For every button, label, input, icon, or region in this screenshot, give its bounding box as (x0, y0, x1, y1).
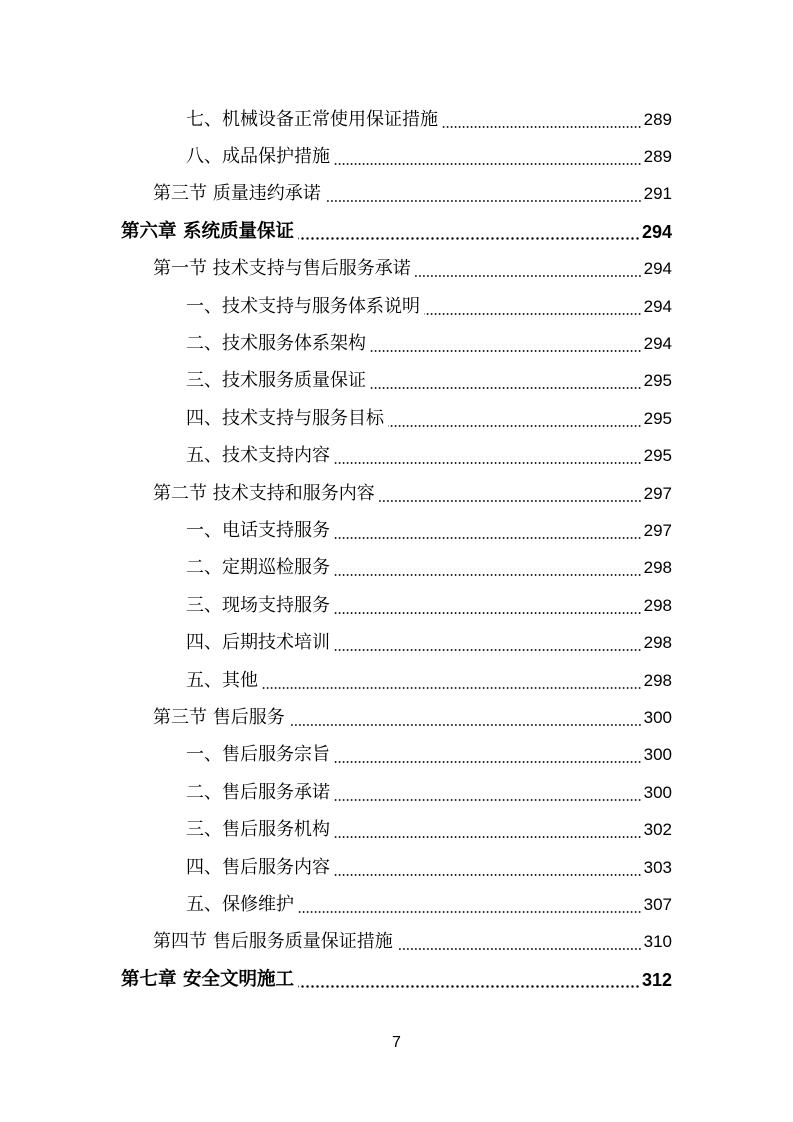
dot-leader (262, 687, 642, 689)
toc-entry-label: 八、成品保护措施 (186, 146, 330, 168)
dot-leader (379, 500, 642, 502)
dot-leader (424, 313, 642, 315)
toc-entry-label: 第四节 售后服务质量保证措施 (153, 931, 393, 953)
toc-entry-label: 三、现场支持服务 (186, 594, 330, 616)
dot-leader (334, 649, 642, 651)
toc-entry-item[interactable] (0, 363, 793, 400)
toc-entry-page: 295 (643, 371, 672, 391)
dot-leader (370, 350, 642, 352)
toc-entry-label: 五、保修维护 (186, 893, 294, 915)
toc-entry-label: 二、技术服务体系架构 (186, 333, 366, 355)
toc-entry-page: 297 (643, 520, 672, 540)
dot-leader (298, 985, 640, 988)
toc-entry-page: 307 (643, 894, 672, 914)
dot-leader (334, 537, 642, 539)
toc-entry-page: 310 (643, 932, 672, 952)
toc-entry-label: 四、技术支持与服务目标 (186, 407, 384, 429)
page-number: 7 (392, 1034, 401, 1051)
dot-leader (298, 237, 640, 240)
toc-entry-item[interactable] (0, 138, 793, 175)
toc-entry-page: 298 (643, 633, 672, 653)
dot-leader (388, 425, 642, 427)
toc-entry-section[interactable] (0, 924, 793, 961)
toc-entry-page: 295 (643, 408, 672, 428)
table-of-contents (0, 101, 793, 998)
dot-leader (397, 948, 642, 950)
toc-entry-page: 302 (643, 820, 672, 840)
toc-entry-label: 第一节 技术支持与售后服务承诺 (153, 258, 411, 280)
dot-leader (334, 612, 642, 614)
toc-entry-item[interactable] (0, 624, 793, 661)
toc-entry-page: 289 (643, 109, 672, 129)
toc-entry-item[interactable] (0, 774, 793, 811)
toc-entry-page: 297 (643, 483, 672, 503)
toc-entry-label: 一、售后服务宗旨 (186, 744, 330, 766)
toc-entry-page: 300 (643, 745, 672, 765)
toc-entry-section[interactable] (0, 251, 793, 288)
toc-entry-section[interactable] (0, 699, 793, 736)
toc-entry-label: 三、技术服务质量保证 (186, 370, 366, 392)
dot-leader (325, 200, 642, 202)
toc-entry-chapter[interactable] (0, 961, 793, 998)
dot-leader (334, 799, 642, 801)
toc-entry-label: 一、电话支持服务 (186, 519, 330, 541)
toc-entry-item[interactable] (0, 438, 793, 475)
toc-entry-item[interactable] (0, 400, 793, 437)
toc-entry-label: 第七章 安全文明施工 (121, 968, 294, 990)
toc-entry-item[interactable] (0, 737, 793, 774)
toc-entry-page: 303 (643, 857, 672, 877)
toc-entry-chapter[interactable] (0, 213, 793, 250)
toc-entry-page: 295 (643, 446, 672, 466)
toc-entry-section[interactable] (0, 176, 793, 213)
toc-entry-label: 三、售后服务机构 (186, 819, 330, 841)
dot-leader (334, 462, 642, 464)
toc-entry-label: 二、售后服务承诺 (186, 781, 330, 803)
toc-entry-item[interactable] (0, 101, 793, 138)
toc-entry-item[interactable] (0, 886, 793, 923)
toc-entry-label: 第三节 售后服务 (153, 706, 285, 728)
toc-entry-page: 294 (643, 334, 672, 354)
dot-leader (298, 911, 642, 913)
toc-entry-page: 294 (643, 259, 672, 279)
toc-entry-item[interactable] (0, 325, 793, 362)
toc-entry-page: 312 (641, 969, 672, 990)
toc-entry-page: 300 (643, 707, 672, 727)
toc-entry-label: 七、机械设备正常使用保证措施 (186, 108, 438, 130)
toc-entry-item[interactable] (0, 811, 793, 848)
dot-leader (334, 874, 642, 876)
dot-leader (415, 275, 642, 277)
toc-entry-page: 289 (643, 147, 672, 167)
toc-entry-item[interactable] (0, 512, 793, 549)
dot-leader (370, 387, 642, 389)
toc-entry-page: 298 (643, 670, 672, 690)
dot-leader (442, 126, 642, 128)
toc-entry-item[interactable] (0, 587, 793, 624)
toc-entry-label: 第二节 技术支持和服务内容 (153, 482, 375, 504)
toc-entry-label: 五、技术支持内容 (186, 445, 330, 467)
toc-entry-page: 298 (643, 558, 672, 578)
toc-entry-page: 300 (643, 782, 672, 802)
toc-entry-label: 五、其他 (186, 669, 258, 691)
toc-entry-label: 二、定期巡检服务 (186, 557, 330, 579)
toc-entry-label: 第六章 系统质量保证 (121, 220, 294, 242)
toc-entry-item[interactable] (0, 662, 793, 699)
dot-leader (334, 163, 642, 165)
toc-entry-page: 294 (641, 221, 672, 242)
toc-entry-label: 四、后期技术培训 (186, 632, 330, 654)
dot-leader (334, 836, 642, 838)
toc-entry-page: 294 (643, 296, 672, 316)
dot-leader (289, 724, 642, 726)
toc-entry-section[interactable] (0, 475, 793, 512)
toc-entry-label: 第三节 质量违约承诺 (153, 183, 321, 205)
toc-entry-page: 291 (643, 184, 672, 204)
toc-entry-item[interactable] (0, 550, 793, 587)
toc-entry-item[interactable] (0, 288, 793, 325)
toc-entry-item[interactable] (0, 849, 793, 886)
toc-entry-page: 298 (643, 595, 672, 615)
toc-entry-label: 一、技术支持与服务体系说明 (186, 295, 420, 317)
dot-leader (334, 574, 642, 576)
dot-leader (334, 761, 642, 763)
toc-entry-label: 四、售后服务内容 (186, 856, 330, 878)
